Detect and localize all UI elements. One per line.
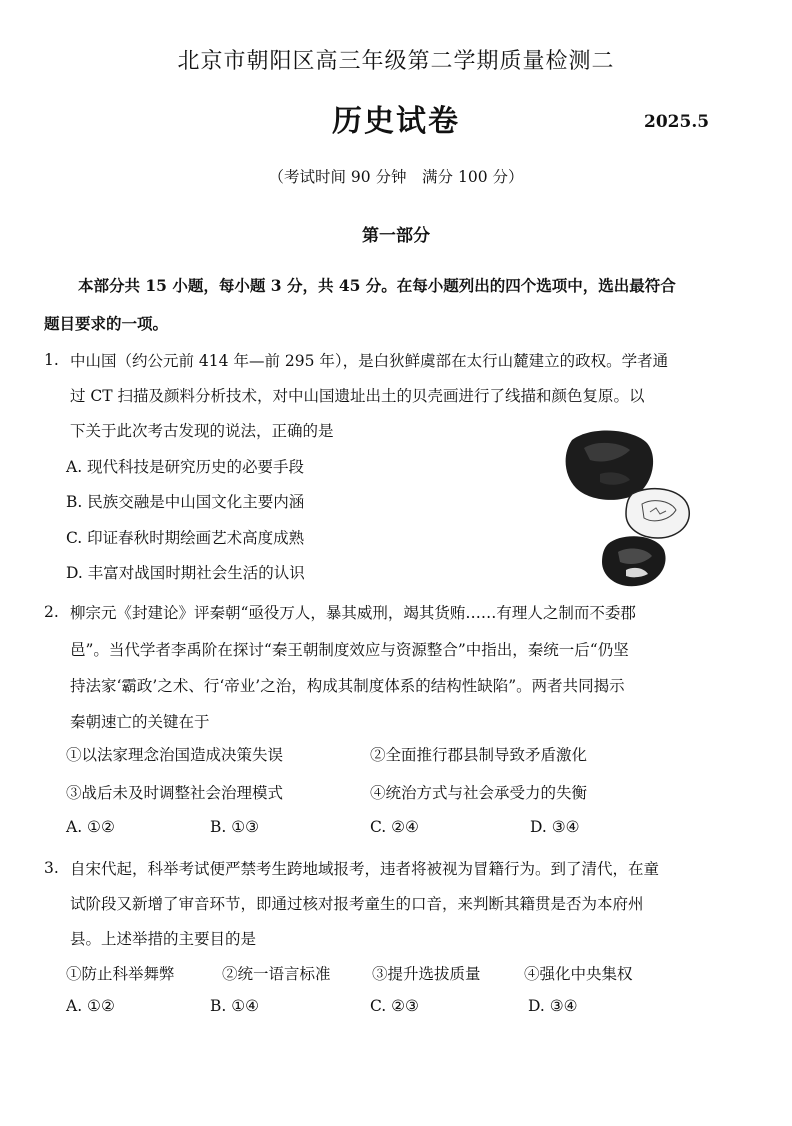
shell-dark-top [566, 430, 654, 499]
question-number: 1. [44, 351, 59, 369]
statement-4: ④强化中央集权 [524, 965, 633, 983]
shell-light-middle [626, 489, 689, 538]
statement-1: ①防止科举舞弊 [66, 965, 175, 983]
question-number: 3. [44, 859, 59, 877]
question-line: 下关于此次考古发现的说法，正确的是 [70, 422, 334, 440]
choice-a: A. ①② [66, 818, 115, 836]
choice-a: A. ①② [66, 997, 115, 1015]
question-line: 持法家‘霸政’之术、行‘帝业’之治，构成其制度体系的结构性缺陷”。两者共同揭示 [70, 677, 625, 695]
option-a: A. 现代科技是研究历史的必要手段 [66, 458, 305, 476]
question-line: 邑”。当代学者李禹阶在探讨“秦王朝制度效应与资源整合”中指出，秦统一后“仍坚 [70, 641, 629, 659]
exam-info: （考试时间 90 分钟 满分 100 分） [268, 168, 524, 186]
option-d: D. 丰富对战国时期社会生活的认识 [66, 564, 305, 582]
instructions-line-2: 题目要求的一项。 [44, 314, 169, 333]
choice-c: C. ②③ [370, 997, 419, 1015]
statement-3: ③提升选拔质量 [372, 965, 481, 983]
question-line: 中山国（约公元前 414 年—前 295 年），是白狄鲜虞部在太行山麓建立的政权。学者通 [70, 352, 669, 370]
instructions-line-1: 本部分共 15 小题，每小题 3 分，共 45 分。在每小题列出的四个选项中，选出最符合 [78, 276, 676, 295]
question-number: 2. [44, 603, 59, 621]
page-title: 历史试卷 [332, 104, 460, 139]
question-line: 试阶段又新增了审音环节，即通过核对报考童生的口音，来判断其籍贯是否为本府州 [70, 895, 644, 913]
statement-3: ③战后未及时调整社会治理模式 [66, 784, 284, 802]
option-c: C. 印证春秋时期绘画艺术高度成熟 [66, 529, 305, 547]
shell-painting-figure [560, 420, 710, 600]
statement-2: ②全面推行郡县制导致矛盾激化 [370, 746, 588, 764]
exam-date: 2025.5 [644, 112, 710, 132]
statement-2: ②统一语言标准 [222, 965, 331, 983]
statement-1: ①以法家理念治国造成决策失误 [66, 746, 284, 764]
choice-b: B. ①③ [210, 818, 260, 836]
exam-header: 北京市朝阳区高三年级第二学期质量检测二 [177, 49, 615, 74]
choice-c: C. ②④ [370, 818, 419, 836]
choice-d: D. ③④ [528, 997, 578, 1015]
question-line: 秦朝速亡的关键在于 [70, 713, 210, 731]
question-line: 柳宗元《封建论》评秦朝“亟役万人，暴其威刑，竭其货贿……有理人之制而不委郡 [70, 604, 636, 622]
statement-4: ④统治方式与社会承受力的失衡 [370, 784, 588, 802]
question-line: 县。上述举措的主要目的是 [70, 930, 257, 948]
question-line: 自宋代起，科举考试便严禁考生跨地域报考，违者将被视为冒籍行为。到了清代，在童 [70, 860, 660, 878]
question-line: 过 CT 扫描及颜料分析技术，对中山国遗址出土的贝壳画进行了线描和颜色复原。以 [70, 387, 645, 405]
choice-b: B. ①④ [210, 997, 260, 1015]
part-title: 第一部分 [362, 226, 430, 246]
option-b: B. 民族交融是中山国文化主要内涵 [66, 493, 305, 511]
choice-d: D. ③④ [530, 818, 580, 836]
